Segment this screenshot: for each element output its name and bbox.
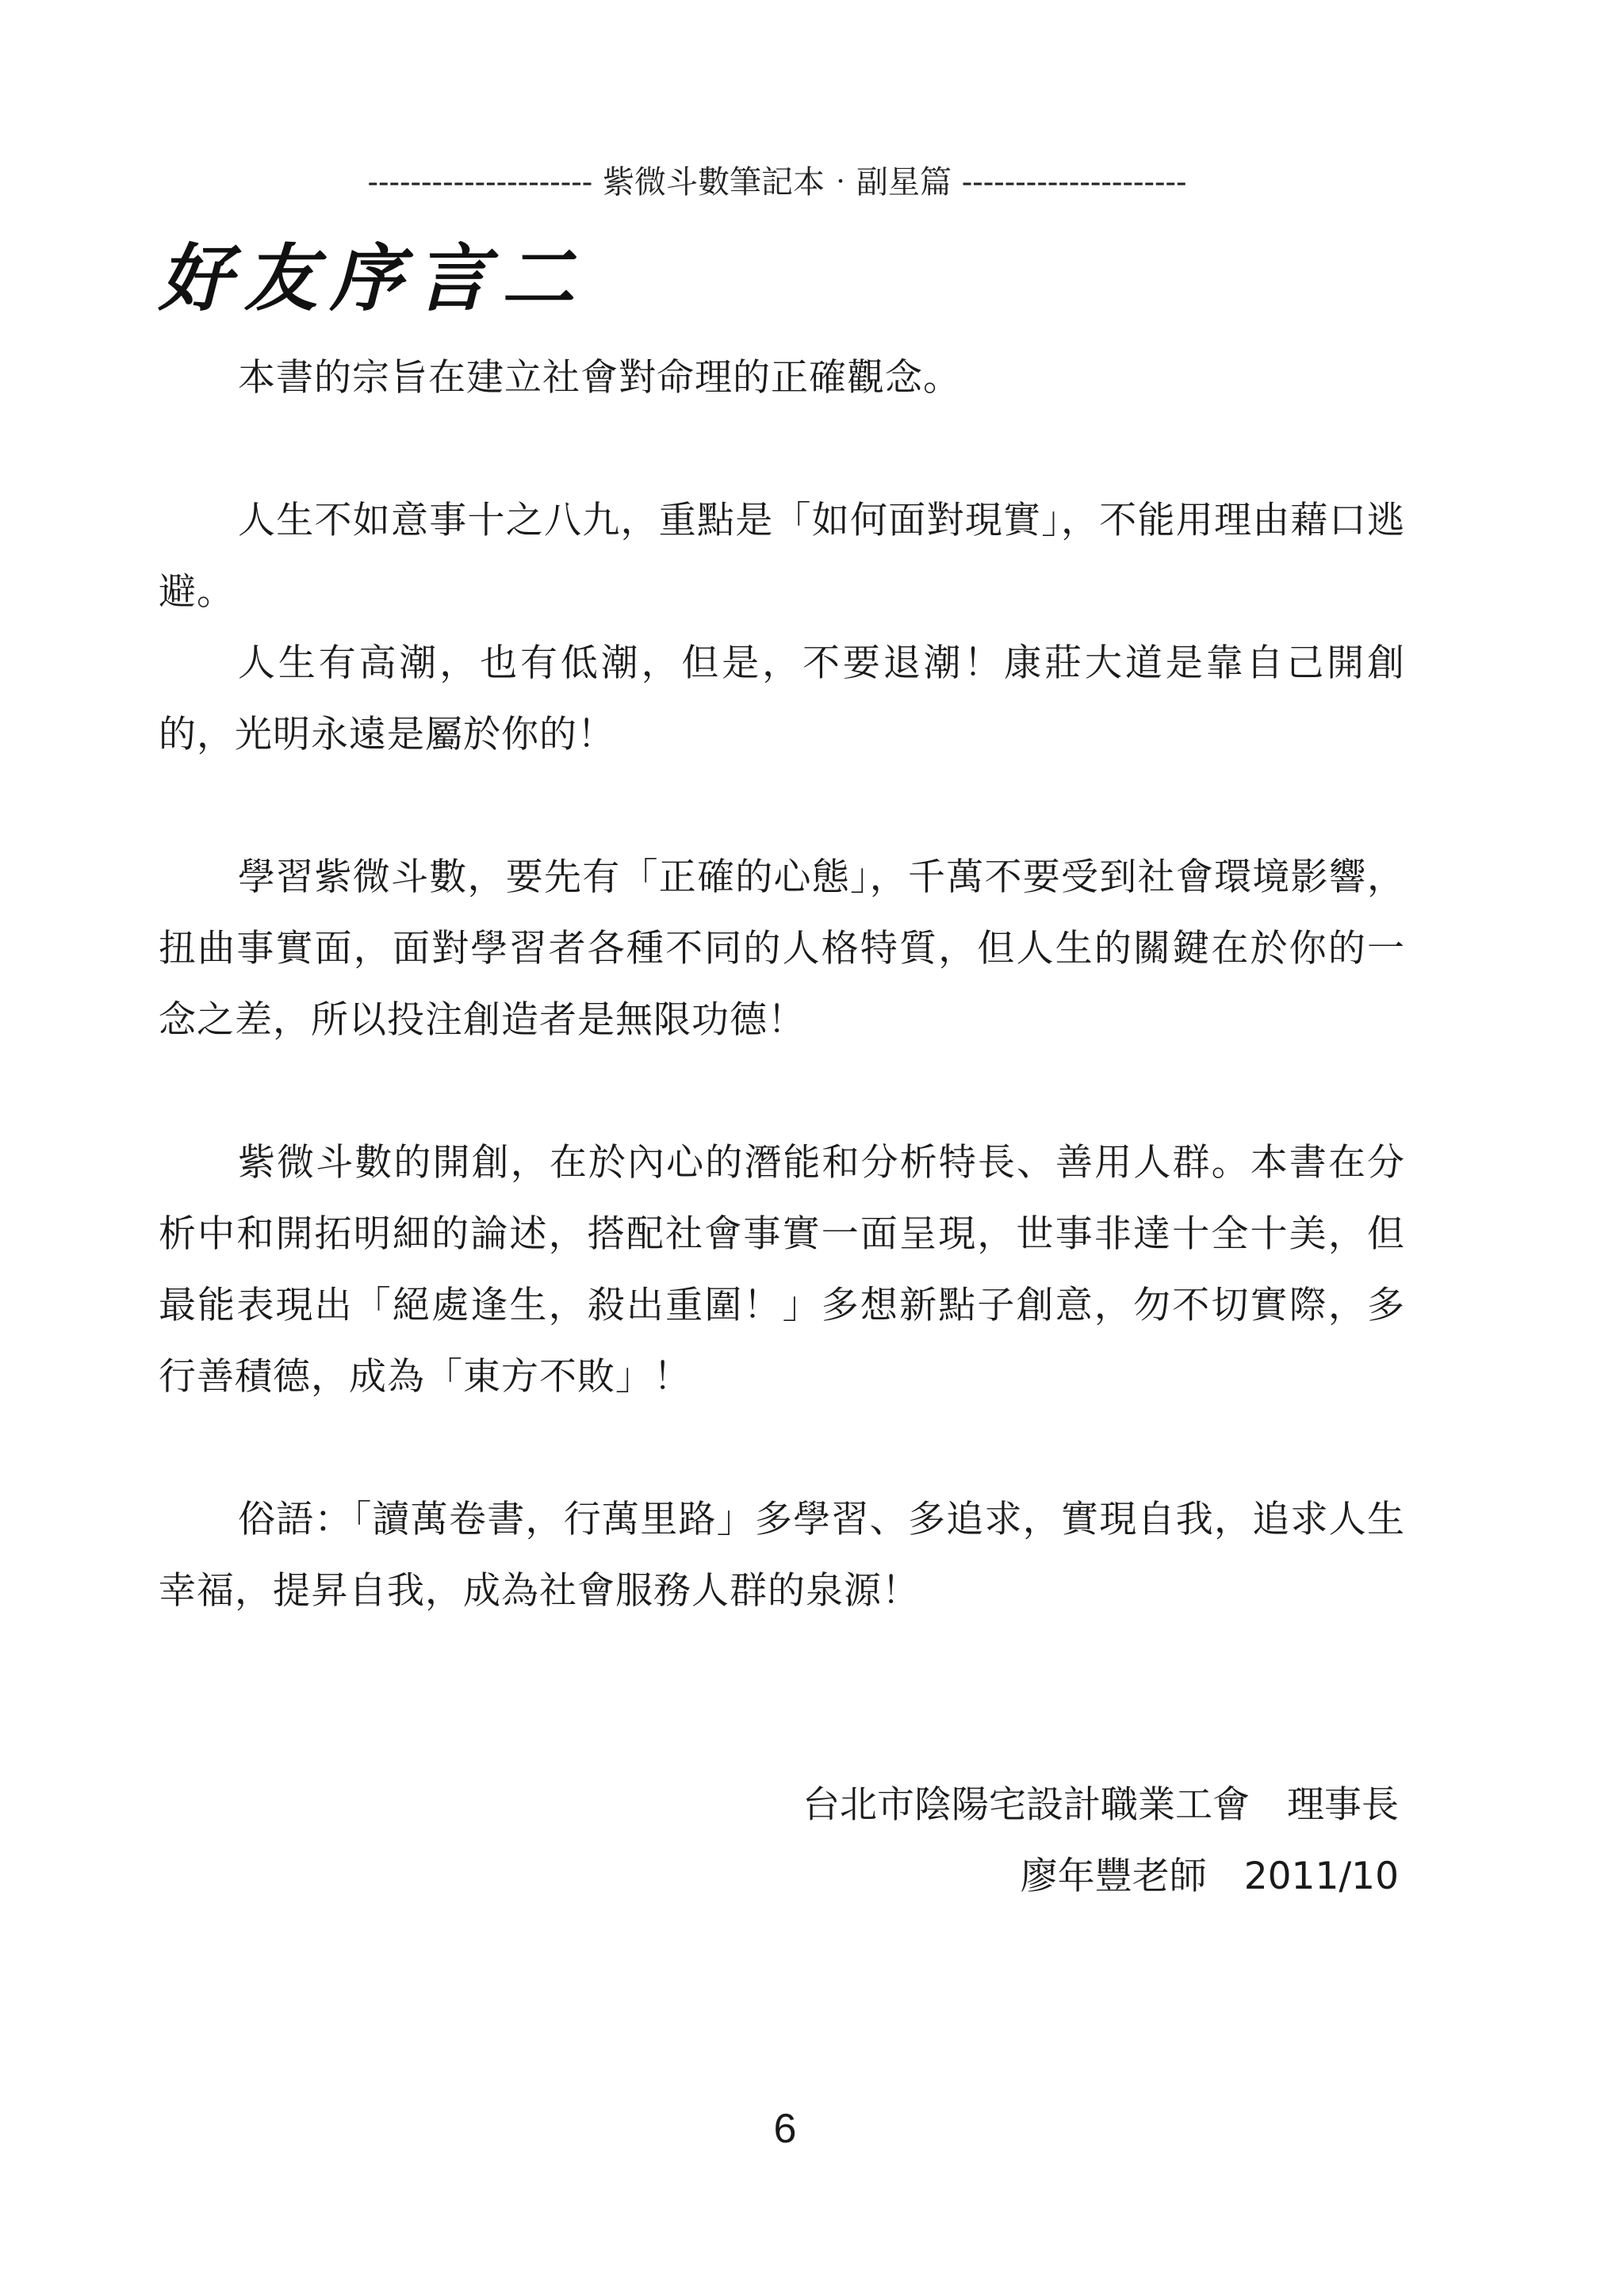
chapter-title: 好友序言二 xyxy=(159,235,588,321)
paragraph-right-mindset: 學習紫微斗數，要先有「正確的心態」，千萬不要受到社會環境影響，扭曲事實面，面對學習者各種不同的人格特質，但人生的關鍵在於你的一念之差，所以投注創造者是無限功德！ xyxy=(159,856,1405,1042)
running-header: --------------------- 紫微斗數筆記本‧副星篇 --------------------- xyxy=(367,164,1187,201)
body-text xyxy=(159,343,1405,1627)
signature-block xyxy=(802,1770,1399,1912)
page-number: 6 xyxy=(773,2106,797,2152)
paragraph-proverb: 俗語：「讀萬卷書，行萬里路」多學習、多追求，實現自我，追求人生幸福，提昇自我，成為社會服務人群的泉源！ xyxy=(159,1498,1405,1613)
paragraph-purpose: 本書的宗旨在建立社會對命理的正確觀念。 xyxy=(238,356,961,400)
signature-organization: 台北市陰陽宅設計職業工會 理事長 xyxy=(802,1783,1399,1827)
paragraph-pioneering: 紫微斗數的開創，在於內心的潛能和分析特長、善用人群。本書在分析中和開拓明細的論述，搭配社會事實一面呈現，世事非達十全十美，但最能表現出「絕處逢生，殺出重圍！」多想新點子創意，勿不切實際，多行善積德，成為「東方不敗」！ xyxy=(159,1141,1405,1399)
signature-author-date: 廖年豐老師 2011/10 xyxy=(1020,1855,1399,1898)
paragraph-face-reality: 人生不如意事十之八九，重點是「如何面對現實」，不能用理由藉口逃避。 xyxy=(159,499,1405,614)
paragraph-highs-lows: 人生有高潮，也有低潮，但是，不要退潮！康莊大道是靠自己開創的，光明永遠是屬於你的！ xyxy=(159,641,1405,756)
